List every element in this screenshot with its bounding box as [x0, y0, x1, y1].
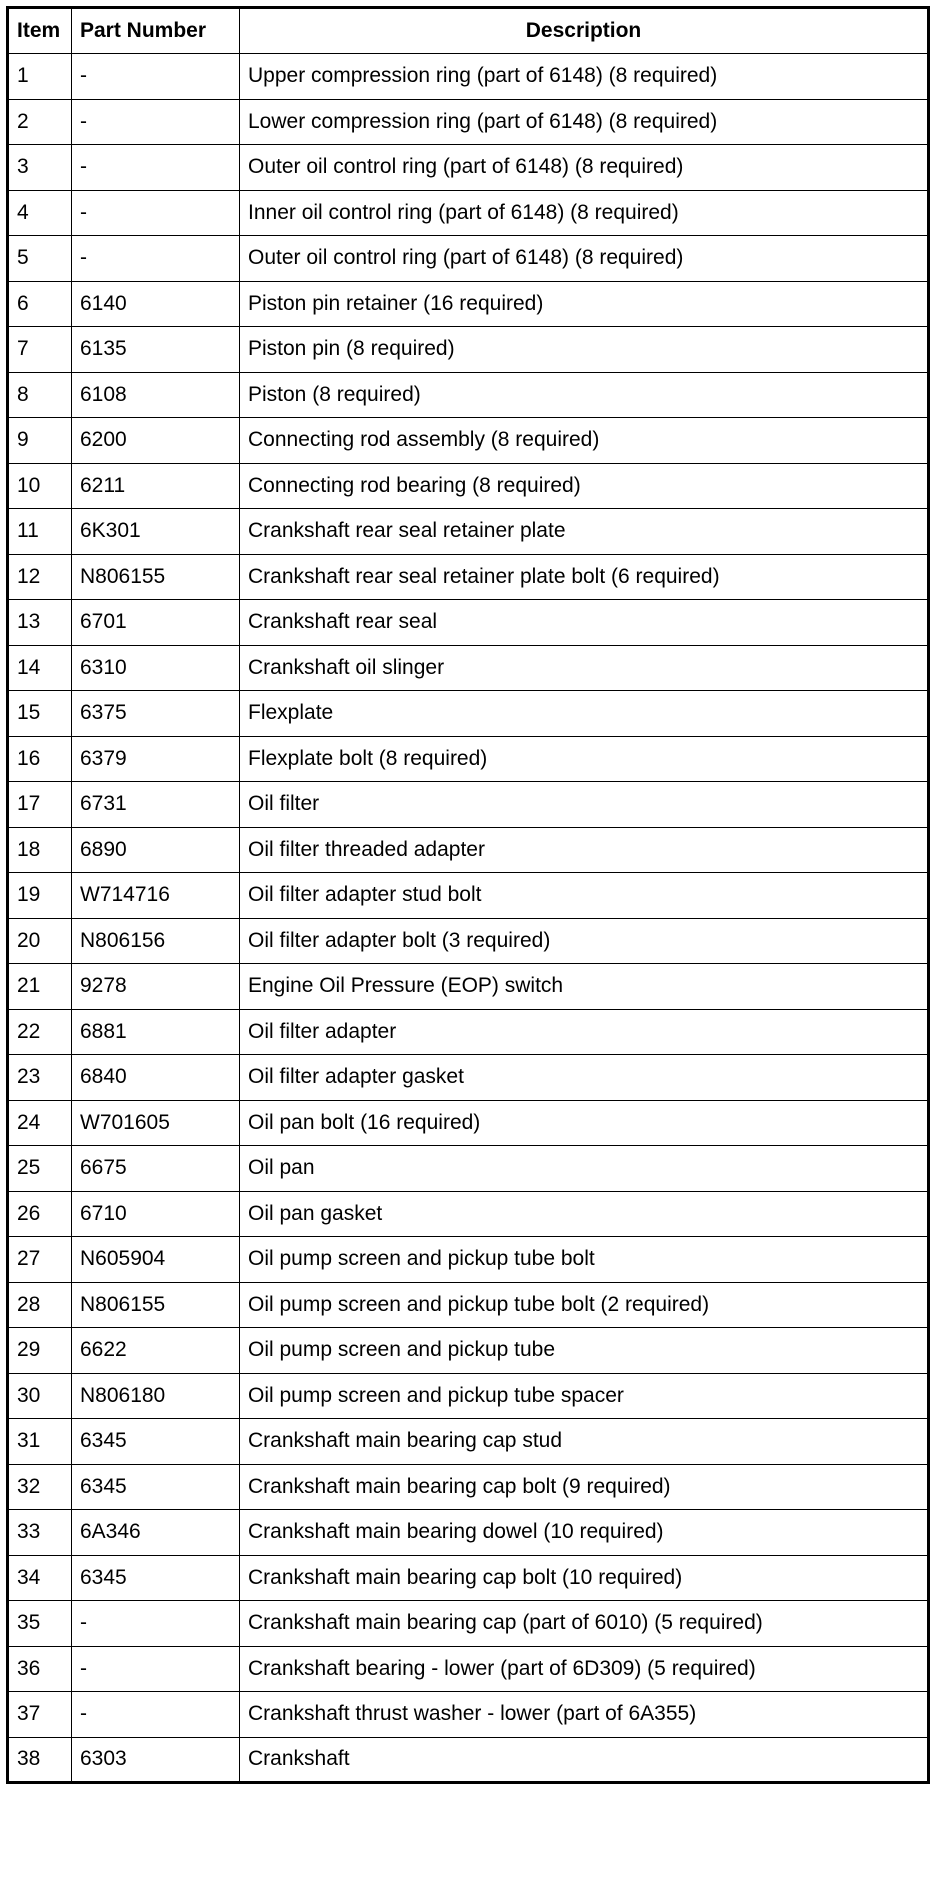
description-cell: Oil pan bolt (16 required) [240, 1100, 929, 1146]
table-row [8, 145, 929, 191]
part-number-cell: N806156 [72, 918, 240, 964]
table-row [8, 281, 929, 327]
description-cell: Crankshaft main bearing dowel (10 required) [240, 1510, 929, 1556]
description-cell: Crankshaft main bearing cap bolt (9 required) [240, 1464, 929, 1510]
table-row [8, 1055, 929, 1101]
item-cell: 25 [8, 1146, 72, 1192]
item-cell: 8 [8, 372, 72, 418]
part-number-cell: 6375 [72, 691, 240, 737]
table-row [8, 1009, 929, 1055]
description-cell: Piston (8 required) [240, 372, 929, 418]
item-cell: 21 [8, 964, 72, 1010]
item-cell: 3 [8, 145, 72, 191]
header-part-number: Part Number [72, 8, 240, 54]
header-item: Item [8, 8, 72, 54]
description-cell: Outer oil control ring (part of 6148) (8 required) [240, 145, 929, 191]
table-row [8, 736, 929, 782]
table-row [8, 1601, 929, 1647]
table-row [8, 1737, 929, 1783]
part-number-cell: 6200 [72, 418, 240, 464]
part-number-cell: N806155 [72, 554, 240, 600]
part-number-cell: N806155 [72, 1282, 240, 1328]
description-cell: Connecting rod assembly (8 required) [240, 418, 929, 464]
description-cell: Oil filter adapter stud bolt [240, 873, 929, 919]
part-number-cell: N806180 [72, 1373, 240, 1419]
item-cell: 12 [8, 554, 72, 600]
description-cell: Crankshaft main bearing cap bolt (10 required) [240, 1555, 929, 1601]
item-cell: 15 [8, 691, 72, 737]
description-cell: Oil filter threaded adapter [240, 827, 929, 873]
part-number-cell: 6135 [72, 327, 240, 373]
part-number-cell: 6710 [72, 1191, 240, 1237]
item-cell: 13 [8, 600, 72, 646]
part-number-cell: 6840 [72, 1055, 240, 1101]
table-row [8, 645, 929, 691]
description-cell: Outer oil control ring (part of 6148) (8 required) [240, 236, 929, 282]
part-number-cell: - [72, 1646, 240, 1692]
item-cell: 7 [8, 327, 72, 373]
table-row [8, 1146, 929, 1192]
part-number-cell: - [72, 54, 240, 100]
table-row [8, 827, 929, 873]
part-number-cell: 6108 [72, 372, 240, 418]
parts-table [6, 6, 930, 1784]
table-row [8, 1282, 929, 1328]
description-cell: Crankshaft main bearing cap (part of 6010) (5 required) [240, 1601, 929, 1647]
description-cell: Lower compression ring (part of 6148) (8 required) [240, 99, 929, 145]
item-cell: 29 [8, 1328, 72, 1374]
table-row [8, 236, 929, 282]
item-cell: 11 [8, 509, 72, 555]
part-number-cell: 6345 [72, 1555, 240, 1601]
item-cell: 4 [8, 190, 72, 236]
table-row [8, 782, 929, 828]
description-cell: Flexplate bolt (8 required) [240, 736, 929, 782]
table-row [8, 918, 929, 964]
description-cell: Crankshaft [240, 1737, 929, 1783]
part-number-cell: 6622 [72, 1328, 240, 1374]
description-cell: Upper compression ring (part of 6148) (8 required) [240, 54, 929, 100]
part-number-cell: 6345 [72, 1419, 240, 1465]
description-cell: Piston pin (8 required) [240, 327, 929, 373]
part-number-cell: 6701 [72, 600, 240, 646]
item-cell: 35 [8, 1601, 72, 1647]
part-number-cell: 6211 [72, 463, 240, 509]
table-row [8, 1100, 929, 1146]
item-cell: 6 [8, 281, 72, 327]
description-cell: Crankshaft main bearing cap stud [240, 1419, 929, 1465]
header-row [8, 8, 929, 54]
item-cell: 24 [8, 1100, 72, 1146]
description-cell: Oil pump screen and pickup tube [240, 1328, 929, 1374]
part-number-cell: - [72, 1692, 240, 1738]
part-number-cell: 6310 [72, 645, 240, 691]
item-cell: 33 [8, 1510, 72, 1556]
item-cell: 38 [8, 1737, 72, 1783]
header-description: Description [240, 8, 929, 54]
description-cell: Crankshaft rear seal [240, 600, 929, 646]
item-cell: 34 [8, 1555, 72, 1601]
item-cell: 31 [8, 1419, 72, 1465]
table-row [8, 99, 929, 145]
table-row [8, 1464, 929, 1510]
item-cell: 14 [8, 645, 72, 691]
item-cell: 18 [8, 827, 72, 873]
description-cell: Oil filter adapter gasket [240, 1055, 929, 1101]
part-number-cell: N605904 [72, 1237, 240, 1283]
description-cell: Flexplate [240, 691, 929, 737]
description-cell: Crankshaft rear seal retainer plate bolt (6 required) [240, 554, 929, 600]
table-row [8, 1510, 929, 1556]
table-row [8, 1373, 929, 1419]
item-cell: 9 [8, 418, 72, 464]
description-cell: Oil filter [240, 782, 929, 828]
table-body [8, 54, 929, 1783]
part-number-cell: 6140 [72, 281, 240, 327]
table-row [8, 600, 929, 646]
part-number-cell: 9278 [72, 964, 240, 1010]
part-number-cell: 6379 [72, 736, 240, 782]
item-cell: 5 [8, 236, 72, 282]
item-cell: 22 [8, 1009, 72, 1055]
item-cell: 16 [8, 736, 72, 782]
part-number-cell: - [72, 190, 240, 236]
item-cell: 28 [8, 1282, 72, 1328]
description-cell: Oil pump screen and pickup tube spacer [240, 1373, 929, 1419]
table-row [8, 1191, 929, 1237]
description-cell: Oil filter adapter bolt (3 required) [240, 918, 929, 964]
description-cell: Oil filter adapter [240, 1009, 929, 1055]
item-cell: 17 [8, 782, 72, 828]
part-number-cell: 6K301 [72, 509, 240, 555]
item-cell: 26 [8, 1191, 72, 1237]
part-number-cell: 6731 [72, 782, 240, 828]
description-cell: Engine Oil Pressure (EOP) switch [240, 964, 929, 1010]
table-row [8, 554, 929, 600]
item-cell: 32 [8, 1464, 72, 1510]
part-number-cell: - [72, 236, 240, 282]
table-row [8, 327, 929, 373]
part-number-cell: 6A346 [72, 1510, 240, 1556]
description-cell: Crankshaft oil slinger [240, 645, 929, 691]
item-cell: 2 [8, 99, 72, 145]
part-number-cell: 6675 [72, 1146, 240, 1192]
item-cell: 1 [8, 54, 72, 100]
part-number-cell: W701605 [72, 1100, 240, 1146]
table-row [8, 54, 929, 100]
table-row [8, 964, 929, 1010]
description-cell: Inner oil control ring (part of 6148) (8 required) [240, 190, 929, 236]
item-cell: 27 [8, 1237, 72, 1283]
part-number-cell: - [72, 145, 240, 191]
table-row [8, 1555, 929, 1601]
description-cell: Oil pan [240, 1146, 929, 1192]
table-row [8, 1646, 929, 1692]
part-number-cell: - [72, 1601, 240, 1647]
table-row [8, 190, 929, 236]
description-cell: Crankshaft thrust washer - lower (part of 6A355) [240, 1692, 929, 1738]
table-header [8, 8, 929, 54]
table-row [8, 1237, 929, 1283]
item-cell: 19 [8, 873, 72, 919]
description-cell: Connecting rod bearing (8 required) [240, 463, 929, 509]
item-cell: 10 [8, 463, 72, 509]
table-row [8, 372, 929, 418]
table-row [8, 873, 929, 919]
description-cell: Crankshaft bearing - lower (part of 6D309) (5 required) [240, 1646, 929, 1692]
table-row [8, 691, 929, 737]
item-cell: 30 [8, 1373, 72, 1419]
part-number-cell: W714716 [72, 873, 240, 919]
table-row [8, 1419, 929, 1465]
table-row [8, 1692, 929, 1738]
description-cell: Oil pan gasket [240, 1191, 929, 1237]
description-cell: Oil pump screen and pickup tube bolt (2 required) [240, 1282, 929, 1328]
part-number-cell: 6890 [72, 827, 240, 873]
part-number-cell: 6881 [72, 1009, 240, 1055]
table-row [8, 463, 929, 509]
item-cell: 23 [8, 1055, 72, 1101]
table-row [8, 509, 929, 555]
table-row [8, 1328, 929, 1374]
item-cell: 20 [8, 918, 72, 964]
part-number-cell: 6345 [72, 1464, 240, 1510]
table-row [8, 418, 929, 464]
item-cell: 37 [8, 1692, 72, 1738]
description-cell: Piston pin retainer (16 required) [240, 281, 929, 327]
part-number-cell: - [72, 99, 240, 145]
item-cell: 36 [8, 1646, 72, 1692]
part-number-cell: 6303 [72, 1737, 240, 1783]
description-cell: Crankshaft rear seal retainer plate [240, 509, 929, 555]
description-cell: Oil pump screen and pickup tube bolt [240, 1237, 929, 1283]
